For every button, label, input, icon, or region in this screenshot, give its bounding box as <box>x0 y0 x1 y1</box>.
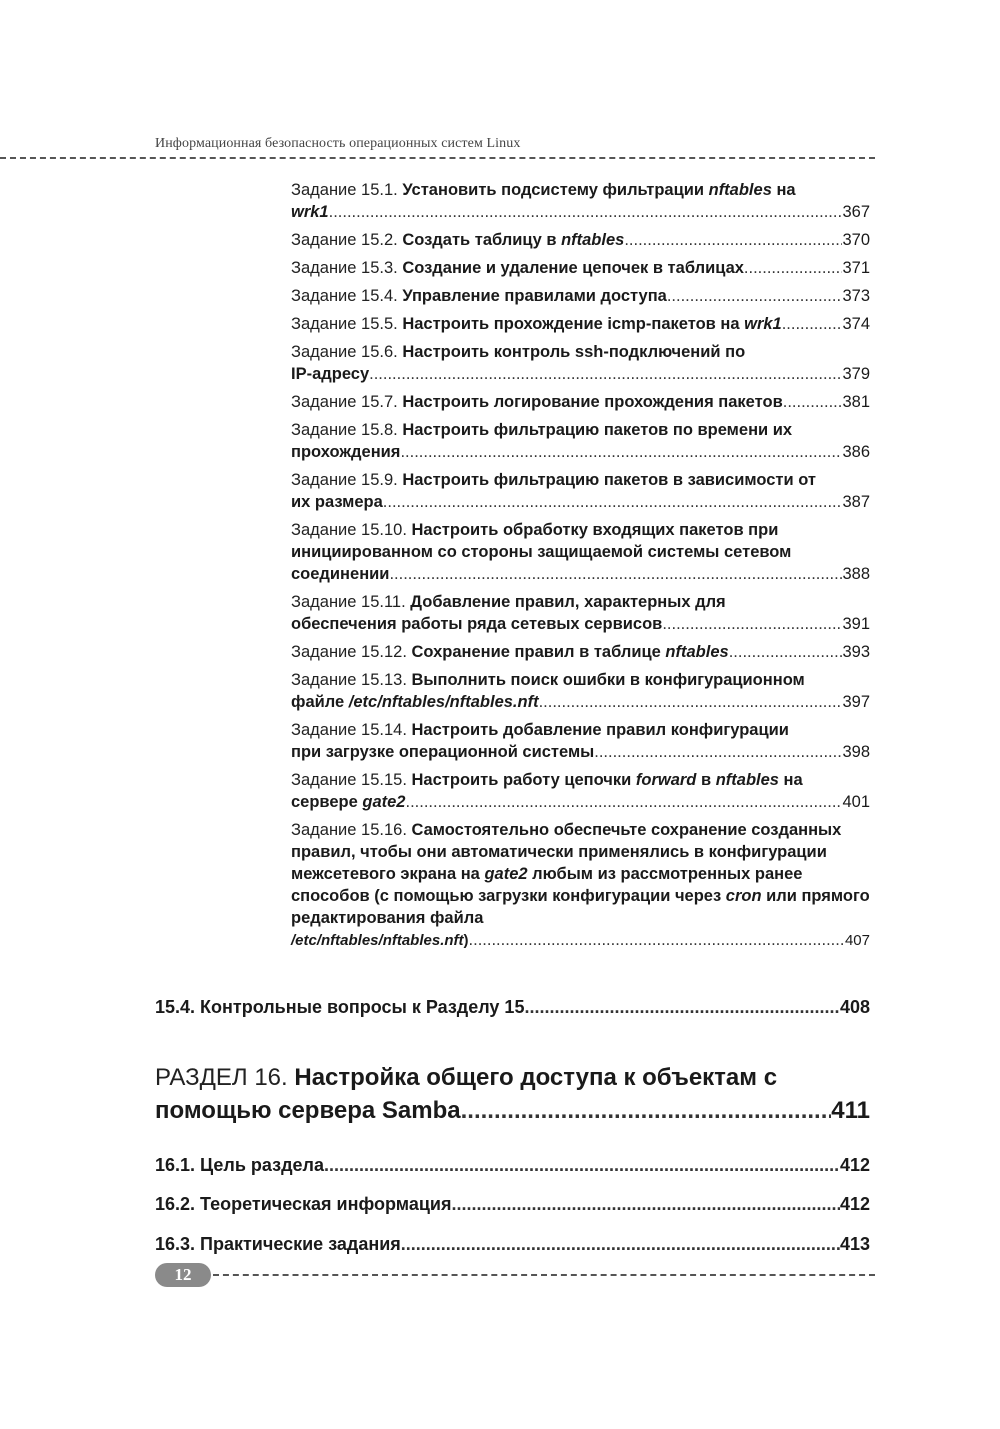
toc-task-entry[interactable] <box>291 391 870 413</box>
page-number: 407 <box>844 932 870 949</box>
task-number: Задание 15.13. <box>291 671 407 689</box>
task-title <box>410 593 725 611</box>
task-title-end <box>291 363 369 385</box>
task-title-end <box>291 391 783 413</box>
toc-entry-16-2[interactable] <box>155 1192 870 1216</box>
toc-task-entry[interactable] <box>291 285 870 307</box>
page-number: 387 <box>842 493 870 511</box>
toc-entry-title: 15.4. Контрольные вопросы к Разделу 15 <box>155 997 525 1017</box>
title-text: сервере <box>291 793 363 811</box>
task-number: Задание 15.15. <box>291 771 407 789</box>
italic-term: wrk1 <box>291 203 329 221</box>
dot-leader <box>729 641 843 663</box>
task-last-line <box>291 285 870 307</box>
title-text: прохождения <box>291 443 401 461</box>
dot-leader <box>369 363 842 385</box>
title-text: ) <box>463 932 469 949</box>
section-title-line1: Настройка общего доступа к объектам с <box>294 1064 778 1091</box>
task-title-wrap <box>291 719 870 741</box>
dot-leader <box>782 313 843 335</box>
page-number: 397 <box>842 693 870 711</box>
title-text: Сохранение правил в таблице <box>411 643 666 661</box>
toc-entry-control-questions[interactable] <box>155 995 870 1019</box>
title-text: Настроить обработку входящих пакетов при инициированном со стороны защищаемой системы сетевом <box>291 521 792 561</box>
dot-leader <box>524 995 839 1019</box>
top-dashed-rule <box>0 157 875 159</box>
page-folio-badge: 12 <box>155 1263 211 1287</box>
task-title <box>402 421 792 439</box>
dot-leader <box>594 741 842 763</box>
toc-entry-title: 16.3. Практические задания <box>155 1234 401 1254</box>
dot-leader <box>744 257 843 279</box>
task-last-line <box>291 741 870 763</box>
page-number: 393 <box>842 643 870 661</box>
task-last-line <box>291 257 870 279</box>
task-title-wrap <box>291 519 870 563</box>
page-number: 411 <box>831 1097 870 1124</box>
dot-leader <box>401 1232 840 1256</box>
toc-entry-title: 16.2. Теоретическая информация <box>155 1194 452 1214</box>
title-text: любым из рассмотренных ранее способов (с помощью загрузки конфигурации через <box>291 865 803 905</box>
title-text: на <box>771 181 796 199</box>
task-title-end <box>291 641 729 663</box>
toc-task-entry[interactable] <box>291 313 870 335</box>
task-title-wrap <box>291 669 870 691</box>
task-title-wrap <box>291 769 870 791</box>
page-number: 412 <box>839 1194 870 1214</box>
italic-term: nftables <box>715 771 779 789</box>
toc-task-entry[interactable] <box>291 341 870 385</box>
dot-leader <box>451 1192 839 1216</box>
toc-entry-16-1[interactable] <box>155 1153 870 1177</box>
task-number: Задание 15.5. <box>291 315 398 333</box>
task-number: Задание 15.6. <box>291 343 398 361</box>
task-last-line <box>291 201 870 223</box>
title-text: Настроить контроль ssh-подключений по <box>402 343 746 361</box>
task-last-line <box>291 313 870 335</box>
dot-leader <box>662 613 842 635</box>
section-16-heading[interactable] <box>155 1061 870 1127</box>
task-last-line <box>291 691 870 713</box>
title-text: при загрузке операционной системы <box>291 743 595 761</box>
task-title <box>412 771 803 789</box>
dot-leader <box>329 201 843 223</box>
task-title <box>402 181 795 199</box>
page-number: 371 <box>842 259 870 277</box>
toc-task-list <box>291 179 870 958</box>
task-number: Задание 15.7. <box>291 393 398 411</box>
page-number: 374 <box>842 315 870 333</box>
task-title-end <box>291 741 594 763</box>
toc-entry-title: 16.1. Цель раздела <box>155 1155 324 1175</box>
title-text: Выполнить поиск ошибки в конфигурационном <box>411 671 805 689</box>
page-number: 386 <box>842 443 870 461</box>
task-last-line <box>291 441 870 463</box>
task-number: Задание 15.14. <box>291 721 407 739</box>
dot-leader <box>383 491 843 513</box>
title-text: Самостоятельно обеспечьте сохранение созданных правил, чтобы они автоматически применялись в конфигурации межсетевого экрана на <box>291 821 842 883</box>
task-number: Задание 15.12. <box>291 643 407 661</box>
toc-task-entry[interactable] <box>291 719 870 763</box>
task-title-wrap <box>291 819 870 929</box>
italic-term: nftables <box>665 643 729 661</box>
italic-term: gate2 <box>484 865 528 883</box>
task-title-end <box>291 285 667 307</box>
running-head: Информационная безопасность операционных систем Linux <box>155 136 521 151</box>
italic-term: nftables <box>708 181 772 199</box>
title-text: Установить подсистему фильтрации <box>402 181 709 199</box>
task-last-line <box>291 929 870 952</box>
toc-task-entry[interactable] <box>291 519 870 585</box>
dot-leader <box>539 691 843 713</box>
toc-task-entry[interactable] <box>291 769 870 813</box>
task-title-end <box>291 563 389 585</box>
task-last-line <box>291 363 870 385</box>
task-number: Задание 15.4. <box>291 287 398 305</box>
italic-term: /etc/nftables/nftables.nft <box>348 693 539 711</box>
task-title-end <box>291 613 662 635</box>
title-text: Настроить фильтрацию пакетов по времени их <box>402 421 793 439</box>
task-last-line <box>291 391 870 413</box>
dot-leader <box>400 441 842 463</box>
task-title-end <box>291 257 744 279</box>
toc-task-entry[interactable] <box>291 419 870 463</box>
page-number: 412 <box>839 1155 870 1175</box>
dot-leader <box>469 929 845 951</box>
task-title-end <box>291 491 383 513</box>
toc-task-entry[interactable] <box>291 257 870 279</box>
task-title <box>412 721 789 739</box>
task-last-line <box>291 791 870 813</box>
dot-leader <box>405 791 842 813</box>
dot-leader <box>783 391 843 413</box>
title-text: Создать таблицу в <box>402 231 562 249</box>
task-last-line <box>291 229 870 251</box>
title-text: IP-адресу <box>291 365 370 383</box>
title-text: соединении <box>291 565 390 583</box>
toc-task-entry[interactable] <box>291 669 870 713</box>
task-last-line <box>291 641 870 663</box>
title-text: Настроить логирование прохождения пакетов <box>402 393 783 411</box>
task-title-wrap <box>291 341 870 363</box>
toc-entry-16-3[interactable] <box>155 1232 870 1256</box>
task-number: Задание 15.11. <box>291 593 406 611</box>
task-last-line <box>291 491 870 513</box>
toc-task-entry[interactable] <box>291 179 870 223</box>
italic-term: cron <box>725 887 762 905</box>
task-number: Задание 15.9. <box>291 471 398 489</box>
page-number: 373 <box>842 287 870 305</box>
task-title-wrap <box>291 179 870 201</box>
italic-term: nftables <box>561 231 625 249</box>
italic-term: gate2 <box>362 793 406 811</box>
page-number: 367 <box>842 203 870 221</box>
task-title-end <box>291 691 539 713</box>
task-title-end <box>291 313 782 335</box>
task-last-line <box>291 613 870 635</box>
toc-task-entry[interactable] <box>291 819 870 952</box>
task-title-end <box>291 930 469 952</box>
task-title <box>402 343 745 361</box>
page-number: 391 <box>842 615 870 633</box>
page-number: 408 <box>839 997 870 1017</box>
title-text: файле <box>291 693 349 711</box>
task-title-end <box>291 791 405 813</box>
task-number: Задание 15.10. <box>291 521 407 539</box>
task-last-line <box>291 563 870 585</box>
task-title-end <box>291 441 400 463</box>
task-number: Задание 15.8. <box>291 421 398 439</box>
task-title-end <box>291 201 329 223</box>
title-text: Создание и удаление цепочек в таблицах <box>402 259 744 277</box>
toc-task-entry[interactable] <box>291 469 870 513</box>
page-number: 413 <box>839 1234 870 1254</box>
section-number: РАЗДЕЛ 16. <box>155 1064 288 1091</box>
page-number: 379 <box>842 365 870 383</box>
task-number: Задание 15.16. <box>291 821 407 839</box>
title-text: обеспечения работы ряда сетевых сервисов <box>291 615 663 633</box>
title-text: Настроить добавление правил конфигурации <box>411 721 789 739</box>
italic-term: forward <box>635 771 697 789</box>
title-text: Настроить фильтрацию пакетов в зависимости от <box>402 471 816 489</box>
title-text: Добавление правил, характерных для <box>410 593 726 611</box>
title-text: на <box>778 771 803 789</box>
task-title-wrap <box>291 419 870 441</box>
title-text: в <box>696 771 716 789</box>
bottom-dashed-rule <box>213 1274 875 1276</box>
dot-leader <box>324 1153 840 1177</box>
section-title-line2: помощью сервера Samba <box>155 1097 461 1124</box>
task-number: Задание 15.2. <box>291 231 398 249</box>
italic-term: wrk1 <box>744 315 782 333</box>
task-title <box>412 671 805 689</box>
task-title-wrap <box>291 591 870 613</box>
toc-task-entry[interactable] <box>291 641 870 663</box>
task-number: Задание 15.3. <box>291 259 398 277</box>
toc-task-entry[interactable] <box>291 229 870 251</box>
task-title-end <box>291 229 624 251</box>
dot-leader <box>667 285 843 307</box>
page-number: 398 <box>842 743 870 761</box>
title-text: их размера <box>291 493 383 511</box>
page-number: 370 <box>842 231 870 249</box>
title-text: Настроить прохождение icmp-пакетов на <box>402 315 745 333</box>
dot-leader <box>389 563 842 585</box>
title-text: Настроить работу цепочки <box>411 771 636 789</box>
task-number: Задание 15.1. <box>291 181 398 199</box>
page-number: 381 <box>842 393 870 411</box>
toc-task-entry[interactable] <box>291 591 870 635</box>
italic-term: /etc/nftables/nftables.nft <box>291 932 464 949</box>
dot-leader <box>624 229 842 251</box>
task-title-wrap <box>291 469 870 491</box>
title-text: или прямого редактирования файла <box>291 887 870 927</box>
page-number: 401 <box>842 793 870 811</box>
page-number: 388 <box>842 565 870 583</box>
title-text: Управление правилами доступа <box>402 287 667 305</box>
dot-leader <box>461 1094 832 1127</box>
task-title <box>402 471 816 489</box>
